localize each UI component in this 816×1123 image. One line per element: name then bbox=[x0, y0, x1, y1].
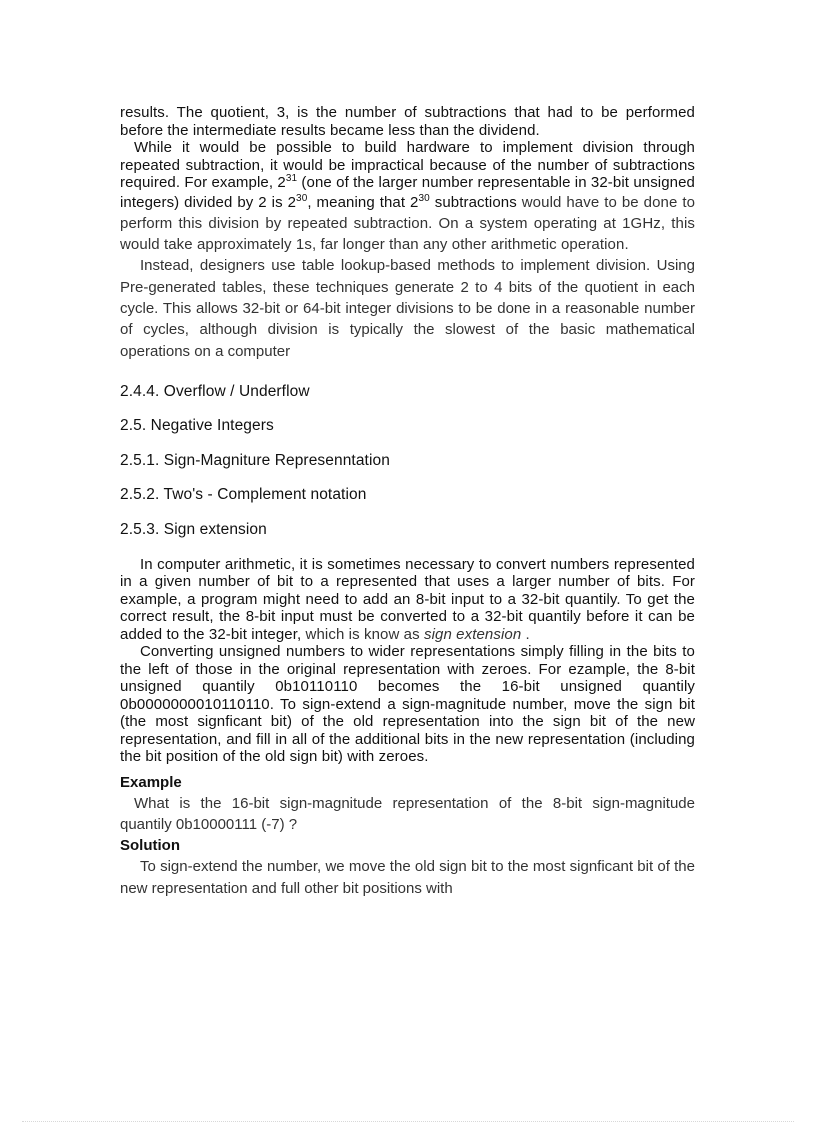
heading-overflow-underflow: 2.4.4. Overflow / Underflow bbox=[120, 382, 310, 400]
paragraph-text-light: would have to be done to perform this division by repeated subtraction. On a system operating at 1GHz, this would take approximately 1s, far longer than any other arithmetic operation. bbox=[120, 193, 696, 254]
paragraph-sign-extension-intro bbox=[120, 556, 695, 644]
paragraph-text: In computer arithmetic, it is sometimes necessary to convert numbers represented in a given number of bit to a represented that uses a larger number of bits. For example, a program might need to add an 8-bit input to a 32-bit quantily. To get the correct result, the 8-bit input must be converted to a 32-bit quantily before it can be added to the 32-bit integer, bbox=[120, 555, 695, 643]
paragraph-repeated-subtraction bbox=[120, 139, 695, 255]
term-sign-extension: sign extension bbox=[423, 625, 522, 643]
heading-sign-extension: 2.5.3. Sign extension bbox=[120, 520, 267, 538]
exponent: 30 bbox=[296, 192, 308, 204]
solution-label: Solution bbox=[120, 837, 180, 855]
solution-text: To sign-extend the number, we move the old sign bit to the most signficant bit of the new representation and full other bit positions with bbox=[120, 858, 695, 897]
exponent: 31 bbox=[285, 173, 298, 184]
document-page bbox=[120, 104, 695, 899]
heading-sign-magnitude: 2.5.1. Sign-Magniture Represenntation bbox=[120, 451, 390, 469]
paragraph-text: , meaning that 2 bbox=[307, 193, 419, 211]
paragraph-quotient: results. The quotient, 3, is the number of subtractions that had to be performed before the intermediate results became less than the dividend. bbox=[120, 104, 695, 139]
paragraph-text-light: . bbox=[521, 625, 530, 643]
example-text: What is the 16-bit sign-magnitude representation of the 8-bit sign-magnitude quantily 0b10000111 (-7) ? bbox=[120, 794, 695, 834]
paragraph-table-lookup: Instead, designers use table lookup-based methods to implement division. Using Pre-generated tables, these techniques generate 2 to 4 bits of the quotient in each cycle. This allows 32-bit or 64-bit integer divisions to be done in a reasonable number of cycles, although division is typically the slowest of the basic mathematical operations on a computer bbox=[120, 257, 695, 360]
example-label: Example bbox=[120, 773, 182, 791]
paragraph-text: (one of the larger number representable in 32-bit unsigned integers) divided by 2 is 2 bbox=[120, 174, 696, 211]
paragraph-text: While it would be possible to build hardware to implement division through repeated subtraction, it would be impractical because of the number of subtractions required. For example, 2 bbox=[120, 139, 695, 191]
exponent: 30 bbox=[418, 192, 430, 204]
paragraph-text-light: which is know as bbox=[305, 625, 424, 643]
heading-twos-complement: 2.5.2. Two's - Complement notation bbox=[120, 486, 367, 504]
heading-negative-integers: 2.5. Negative Integers bbox=[120, 417, 274, 435]
paragraph-converting-unsigned: Converting unsigned numbers to wider representations simply filling in the bits to the left of those in the original representation with zeroes. For ezample, the 8-bit unsigned quantily 0b10110110 becomes the 16-bit unsigned quantily 0b0000000010110110. To sign-extend a sign-magnitude number, move the sign bit (the most signficant bit) of the old representation into the sign bit of the new representation, and fill in all of the additional bits in the new representation (including the bit position of the old sign bit) with zeroes. bbox=[120, 643, 695, 766]
page-bottom-rule bbox=[22, 1121, 794, 1122]
paragraph-text: subtractions bbox=[429, 193, 522, 211]
